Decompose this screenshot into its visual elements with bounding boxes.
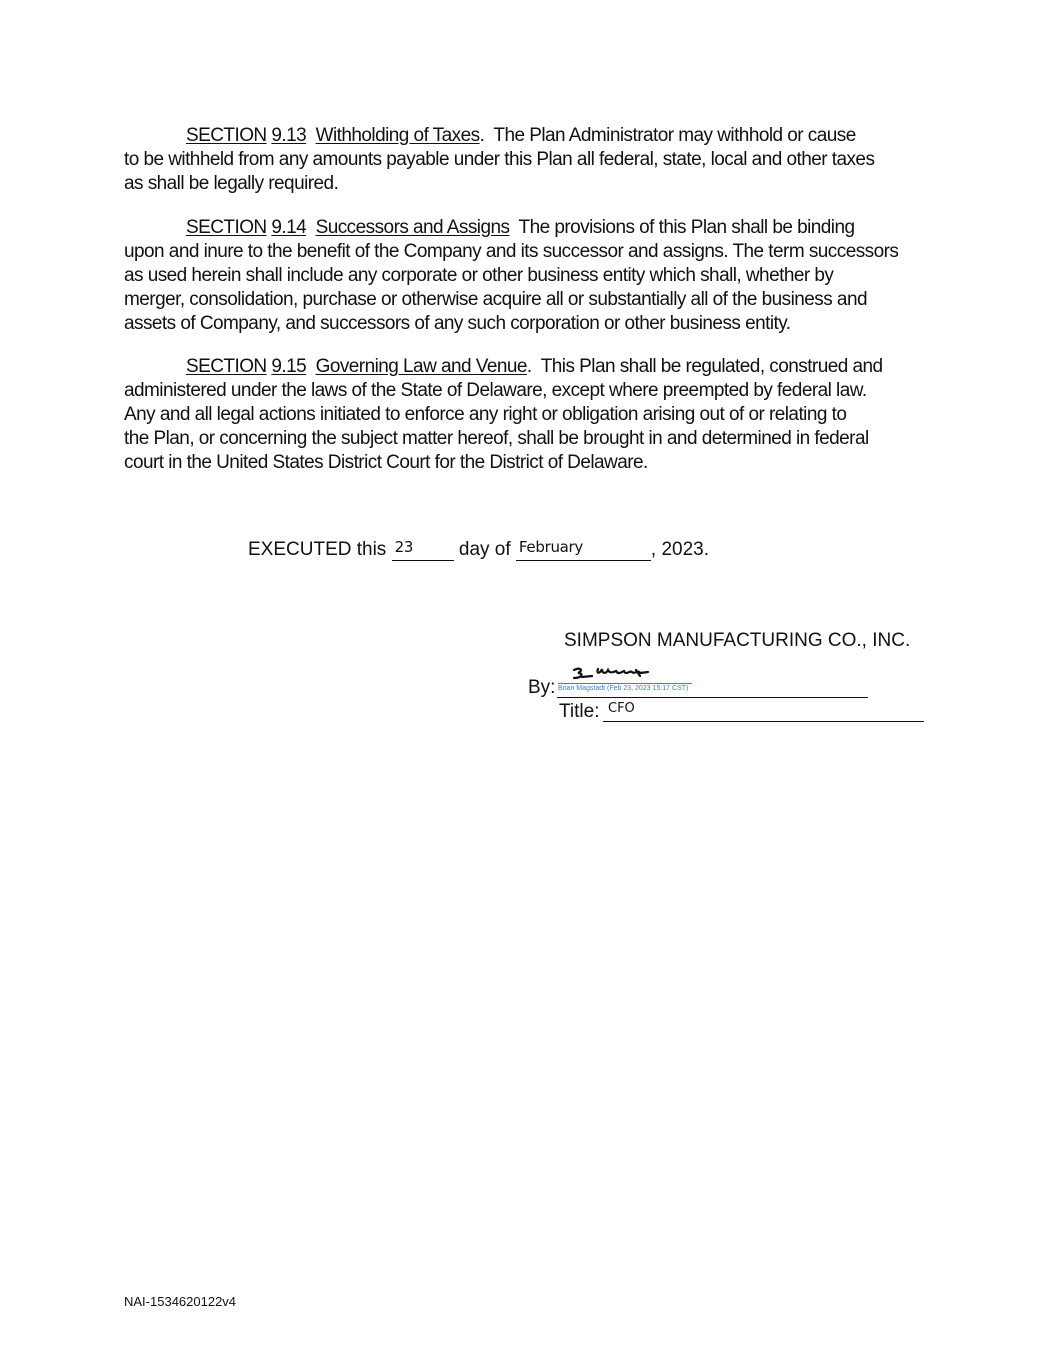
section-9-14: SECTION 9.14 Successors and Assigns The provisions of this Plan shall be binding upon and inure to the benefit of the Company and its successor and assigns. The term successors as used herein shall include any corporate or other business entity which shall, whether by merger, consolidation, purchase or otherwise acquire all or substantially all of the business and assets of Company, and successors of any such corporation or other business entity. bbox=[124, 216, 944, 336]
text-line: merger, consolidation, purchase or otherwise acquire all or substantially all of the business and bbox=[124, 289, 867, 310]
section-9-15: SECTION 9.15 Governing Law and Venue. This Plan shall be regulated, construed and administered under the laws of the State of Delaware, except where preempted by federal law. Any and all legal actions initiated to enforce any right or obligation arising out of or relating to the Plan, or concerning the subject matter hereof, shall be brought in and determined in federal court in the United States District Court for the District of Delaware. bbox=[124, 355, 944, 475]
text-line: to be withheld from any amounts payable under this Plan all federal, state, local and other taxes bbox=[124, 149, 875, 170]
text-line: as shall be legally required. bbox=[124, 173, 339, 194]
section-number: 9.14 bbox=[271, 217, 307, 238]
section-heading: Governing Law and Venue bbox=[315, 356, 527, 377]
section-label: SECTION bbox=[186, 356, 267, 377]
section-heading: Successors and Assigns bbox=[315, 217, 510, 238]
text-line: upon and inure to the benefit of the Company and its successor and assigns. The term successors bbox=[124, 241, 899, 262]
section-9-13: SECTION 9.13 Withholding of Taxes. The Plan Administrator may withhold or cause to be withheld from any amounts payable under this Plan all federal, state, local and other taxes as shall be legally required. bbox=[124, 124, 944, 196]
signature-line bbox=[557, 697, 868, 698]
signer-stamp: Brian Magstadt (Feb 23, 2023 15:17 CST) bbox=[558, 685, 689, 692]
by-label: By: bbox=[528, 677, 556, 698]
text-line: as used herein shall include any corporate or other business entity which shall, whether by bbox=[124, 265, 834, 286]
text-line: assets of Company, and successors of any such corporation or other business entity. bbox=[124, 313, 791, 334]
signature-field[interactable] bbox=[558, 666, 692, 684]
text-line: court in the United States District Court for the District of Delaware. bbox=[124, 452, 648, 473]
section-number: 9.15 bbox=[271, 356, 307, 377]
section-label: SECTION bbox=[186, 125, 267, 146]
day-field[interactable]: 23 bbox=[392, 540, 454, 561]
title-label: Title: bbox=[559, 701, 600, 722]
section-number: 9.13 bbox=[271, 125, 307, 146]
section-label: SECTION bbox=[186, 217, 267, 238]
document-id: NAI-1534620122v4 bbox=[124, 1294, 237, 1309]
month-field[interactable]: February bbox=[516, 540, 651, 561]
company-name: SIMPSON MANUFACTURING CO., INC. bbox=[564, 630, 911, 651]
text-line: Any and all legal actions initiated to enforce any right or obligation arising out of or relating to bbox=[124, 404, 847, 425]
text-line: administered under the laws of the State of Delaware, except where preempted by federal law. bbox=[124, 380, 867, 401]
handwritten-signature-icon bbox=[570, 666, 660, 683]
text-line: the Plan, or concerning the subject matter hereof, shall be brought in and determined in federal bbox=[124, 428, 869, 449]
title-line bbox=[603, 721, 924, 722]
section-heading: Withholding of Taxes bbox=[315, 125, 480, 146]
title-value[interactable]: CFO bbox=[608, 701, 635, 716]
execution-line: EXECUTED this 23 day of February , 2023. bbox=[248, 538, 710, 560]
